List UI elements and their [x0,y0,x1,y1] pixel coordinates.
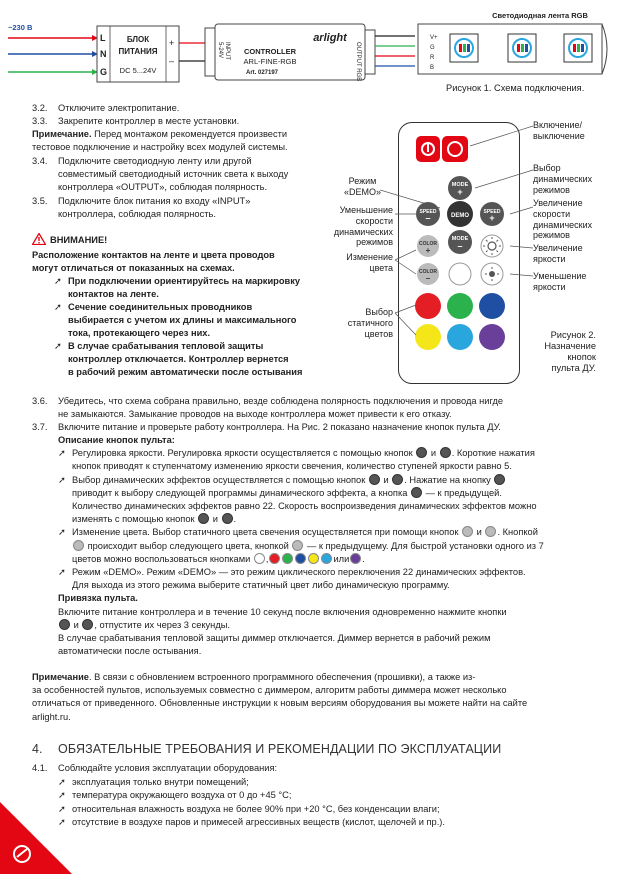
warning-title: ВНИМАНИЕ! [50,235,108,245]
step-3-2: 3.2. Отключите электропитание. [32,103,180,113]
color-down-icon [485,526,496,537]
psu-plus: + [169,38,175,48]
psu-minus: – [169,56,175,66]
step-3-4: 3.4. Подключите светодиодную ленту или другой совместимый светодиодный источник света к выходу контроллера «OUTPUT», соблюдая полярность. [32,156,289,192]
color-down-icon [292,540,303,551]
brand-logo: arlight [313,32,347,44]
figure2-caption: Рисунок 2. Назначение кнопок пульта ДУ. [544,330,596,374]
speed-up-plus: + [489,213,495,223]
label-power: Включение/ выключение [533,120,585,141]
demo-button: DEMO [451,213,469,219]
strip-title: Светодиодная лента RGB [492,11,588,20]
color-swatch-icon [254,553,265,564]
terminal-n: N [100,49,107,59]
input-label: INPUT [224,42,230,60]
section-4-title: 4. ОБЯЗАТЕЛЬНЫЕ ТРЕБОВАНИЯ И РЕКОМЕНДАЦИИ ПО ЭКСПЛУАТАЦИИ [32,742,502,756]
led-die [521,44,524,52]
color-down-button: COLOR [418,269,438,275]
psu-title: ПИТАНИЯ [118,47,158,56]
speed-up-icon [59,619,70,630]
arrow-icon: ➚ [54,276,62,286]
led-die [525,44,528,52]
step-3-5: 3.5. Подключите блок питания ко входу «INPUT» контроллера, соблюдая полярность. [32,196,251,219]
brand-corner [0,802,72,874]
label-dynamic-modes: Выбор динамических режимов [533,163,593,195]
section-4-body: 4.1. Соблюдайте условия эксплуатации оборудования: ➚ эксплуатация только внутри помещений; ➚ температура окружающего воздуха от 0 до +45 °C; ➚ относительная влажность воздуха не более 90% при +20 °C, без конденсации влаги; ➚ отсутствие в воздухе паров и примесей агрессивных веществ (кислот, щелочей и пр.). [32,763,445,827]
speed-down-minus: – [425,213,431,223]
color-up-button: COLOR [418,241,438,247]
note-1: Примечание. Перед монтажом рекомендуется произвести [32,129,288,139]
brightness-up-icon [416,447,427,458]
buttons-description: Описание кнопок пульта: ➚ Регулировка яркости. Регулировка яркости осуществляется с помощью кнопок и . Короткие нажатия кнопок приводят к ступенчатому изменению яркости свечения, количество ступеней яркости равно 5. ➚ Выбор динамических эффектов осуществляется с помощью кнопок и . Нажатие на кнопку приводит к выбору следующей программы динамического эффекта, а кнопка — к предыдущей. Количество динамических эффектов равно 22. Скорость воспроизведения динамических эффектов можно изменять с помощью кнопок и . ➚ Изменение цвета. Выбор статичного цвета свечения осуществляется при помощи кнопок и . Кнопкой происходит выбор следующего цвета, кнопкой — к предыдущему. Для быстрой установки одного из 7 цветов можно воспользоваться кнопками , или . ➚ Режим «DEMO». Режим «DEMO» — это режим циклического переключения 22 динамических эффектов. Для выхода из этого режима выберите статичный цвет либо динамическую программу. Привязка пульта. Включите питание контроллера и в течение 10 секунд после включения одновременно нажмите кнопки и , отпустите их через 3 секунды. В случае срабатывания тепловой защиты диммер отключается. Диммер вернется в рабочий режим автоматически после остывания. [58,435,544,657]
note-1-line2: тестовое подключение и настройку всех модулей системы. [32,142,288,152]
mode-up-icon [369,474,380,485]
color-swatch-icon [321,553,332,564]
color-swatch-icon [308,553,319,564]
led-die [517,44,520,52]
terminal-l: L [100,33,106,43]
output-label: OUTPUT RGB [355,42,361,82]
color-swatch-icon [282,553,293,564]
label-color-change: Изменение цвета [346,252,393,273]
steps-bottom: 3.6. Убедитесь, что схема собрана правильно, везде соблюдена полярность подключения и провода нигде не замыкаются. Замыкание проводов на выходе контроллера может привести к его отказу. 3.7. Включите питание и проверьте работу контроллера. На Рис. 2 показано назначение кнопок пульта ДУ. [32,396,504,432]
mode-up-plus: + [457,187,463,197]
color-swatch-icon [350,553,361,564]
mode-down-icon [392,474,403,485]
led-die [573,44,576,52]
color-down-minus: – [425,274,431,283]
led-die [463,44,466,52]
warning-block: ВНИМАНИЕ! Расположение контактов на ленте и цвета проводов могут отличаться от показанных на схемах. ➚ При подключении ориентируйтесь на маркировку контактов на ленте. ➚ Сечение соединительных проводников выбирается с учетом их длины и максимального тока, протекающего через них. ➚ В случае срабатывания тепловой защиты контроллер отключается. Контроллер вернется в рабочий режим автоматически после остывания [32,235,303,377]
color-swatch-icon [269,553,280,564]
terminal-g: G [100,67,108,77]
label-brightness-up: Увеличение яркости [533,243,583,264]
controller-model: ARL-FINE-RGB [243,57,297,66]
controller-title: CONTROLLER [243,47,297,56]
speed-down-button: SPEED [419,209,437,215]
color-up-icon [73,540,84,551]
label-speed-up: Увеличение скорости динамических режимов [533,198,593,241]
strip-pin: B [430,65,435,71]
speed-down-icon [82,619,93,630]
label-demo-mode: Режим «DEMO» [344,176,382,197]
step-3-3: 3.3. Закрепите контроллер в месте установки. [32,116,240,126]
controller-art: Art. 027197 [245,70,279,76]
led-die [581,44,584,52]
mode-down-minus: – [457,241,463,251]
speed-up-button: SPEED [483,209,501,215]
color-up-icon [462,526,473,537]
arrow-icon: ➚ [54,302,62,312]
brightness-down-icon [440,447,451,458]
strip-pin: R [430,55,435,61]
label-speed-down: Уменьшение скорости динамических режимов [333,205,393,248]
figure1-caption: Рисунок 1. Схема подключения. [446,83,585,93]
label-brightness-down: Уменьшение яркости [533,271,587,292]
label-static-colors: Выбор статичного цветов [347,307,393,339]
color-swatch-icon [295,553,306,564]
strip-pin: G [430,45,435,51]
leader-lines [320,110,540,340]
note-2: Примечание. В связи с обновлением встроенного программного обеспечения (прошивки), а также из- за особенностей пультов, используемых совместно с диммером, алгоритм работы диммера может несколько отличаться от приведенного. Обновленные инструкции к новым версиям оборудования вы можете найти на сайте arlight.ru. [32,672,528,722]
arrow-icon: ➚ [54,341,62,351]
color-up-plus: + [425,246,431,255]
psu-voltage: DC 5...24V [119,66,157,75]
speed-down-icon [198,513,209,524]
led-die [577,44,580,52]
mains-voltage-label: ~230 В [8,23,33,32]
mode-up-icon [494,474,505,485]
input-voltage: 5-24V [217,42,223,59]
psu-title: БЛОК [126,35,150,44]
speed-up-icon [222,513,233,524]
warning-icon [32,233,46,249]
mode-down-icon [411,487,422,498]
led-die [467,44,470,52]
mode-up-button: MODE [451,182,469,188]
mode-down-button: MODE [451,236,469,242]
strip-pin: V+ [430,35,438,41]
led-die [459,44,462,52]
